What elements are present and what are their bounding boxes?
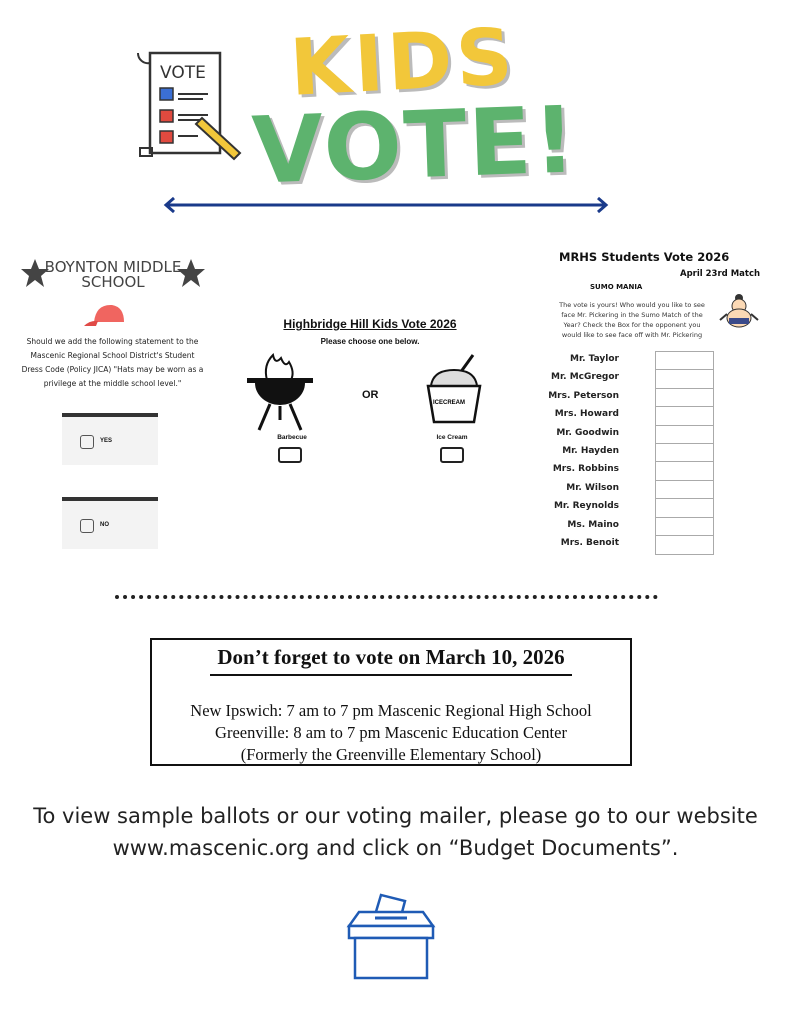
candidate-checkbox[interactable] xyxy=(656,370,713,388)
candidate-checkbox[interactable] xyxy=(656,444,713,462)
candidate-checkbox[interactable] xyxy=(656,481,713,499)
sumo-mania: SUMO MANIA xyxy=(590,283,643,291)
ballot-box-icon xyxy=(345,890,437,982)
candidate-checkbox[interactable] xyxy=(656,352,713,370)
candidate-checkbox[interactable] xyxy=(656,462,713,480)
title-kids: KIDS xyxy=(287,12,519,114)
website-note-line2[interactable]: www.mascenic.org and click on “Budget Documents”. xyxy=(112,836,679,860)
candidate-name: Mrs. Howard xyxy=(554,409,619,420)
yes-label: YES xyxy=(100,438,113,444)
title-vote: VOTE! xyxy=(250,86,580,205)
option-yes[interactable] xyxy=(62,413,158,465)
cap-icon xyxy=(82,302,128,328)
sumo-icon xyxy=(718,290,760,330)
ice-cream-checkbox[interactable] xyxy=(440,447,464,463)
website-note xyxy=(0,800,791,864)
match-date: April 23rd Match xyxy=(680,269,761,279)
candidate-checkbox[interactable] xyxy=(656,407,713,425)
highbridge-title: Highbridge Hill Kids Vote 2026 xyxy=(283,317,457,331)
title-underline xyxy=(210,674,572,676)
candidate-name: Mr. Reynolds xyxy=(553,501,619,512)
ice-cream-icon xyxy=(425,352,483,432)
candidate-name: Ms. Maino xyxy=(567,519,619,530)
candidate-list xyxy=(545,354,619,556)
boynton-title: BOYNTON MIDDLE SCHOOL xyxy=(44,258,182,291)
dotted-divider xyxy=(115,595,658,599)
barbecue-icon xyxy=(245,350,315,432)
ice-cream-label: Ice Cream xyxy=(436,434,468,441)
website-note-line1: To view sample ballots or our voting mailer, please go to our website xyxy=(33,804,758,828)
mrhs-title: MRHS Students Vote 2026 xyxy=(559,250,730,264)
candidate-name: Mrs. Robbins xyxy=(552,464,619,475)
candidate-name: Mrs. Peterson xyxy=(548,390,619,401)
candidate-name: Mr. Hayden xyxy=(562,445,619,456)
boynton-question: Should we add the following statement to the Mascenic Regional School District's Student Dress Code (Policy JICA) "Hats may be worn as a privilege at the middle school level." xyxy=(21,337,204,388)
option-no[interactable] xyxy=(62,497,158,549)
candidate-name: Mrs. Benoit xyxy=(560,537,619,548)
candidate-name: Mr. Taylor xyxy=(569,354,619,364)
candidate-name: Mr. Goodwin xyxy=(556,427,619,438)
mrhs-description: The vote is yours! Who would you like to see face Mr. Pickering in the Sumo Match of the Year? Check the Box for the opponent you would like to see face off with Mr. Pickering xyxy=(559,301,705,339)
candidate-checkbox[interactable] xyxy=(656,518,713,536)
candidate-name: Mr. Wilson xyxy=(566,482,619,493)
no-label: NO xyxy=(100,522,109,528)
candidate-checkbox-grid xyxy=(655,351,714,555)
formerly-line: (Formerly the Greenville Elementary School) xyxy=(240,745,542,764)
svg-text:VOTE: VOTE xyxy=(160,63,206,83)
vote-clipboard-icon xyxy=(130,48,250,163)
barbecue-checkbox[interactable] xyxy=(278,447,302,463)
candidate-checkbox[interactable] xyxy=(656,389,713,407)
new-ipswich-line: New Ipswich: 7 am to 7 pm Mascenic Regional High School xyxy=(190,701,592,720)
reminder-title: Don’t forget to vote on March 10, 2026 xyxy=(217,645,565,669)
candidate-name: Mr. McGregor xyxy=(551,372,619,383)
no-checkbox[interactable] xyxy=(80,519,94,533)
candidate-checkbox[interactable] xyxy=(656,499,713,517)
svg-text:ICECREAM: ICECREAM xyxy=(433,400,466,406)
highbridge-subtitle: Please choose one below. xyxy=(320,337,420,346)
candidate-checkbox[interactable] xyxy=(656,426,713,444)
barbecue-label: Barbecue xyxy=(277,434,307,441)
greenville-line: Greenville: 8 am to 7 pm Mascenic Education Center xyxy=(215,723,567,742)
reminder-box xyxy=(150,638,632,766)
candidate-checkbox[interactable] xyxy=(656,536,713,554)
yes-checkbox[interactable] xyxy=(80,435,94,449)
double-arrow xyxy=(160,196,612,214)
or-label: OR xyxy=(362,389,379,401)
